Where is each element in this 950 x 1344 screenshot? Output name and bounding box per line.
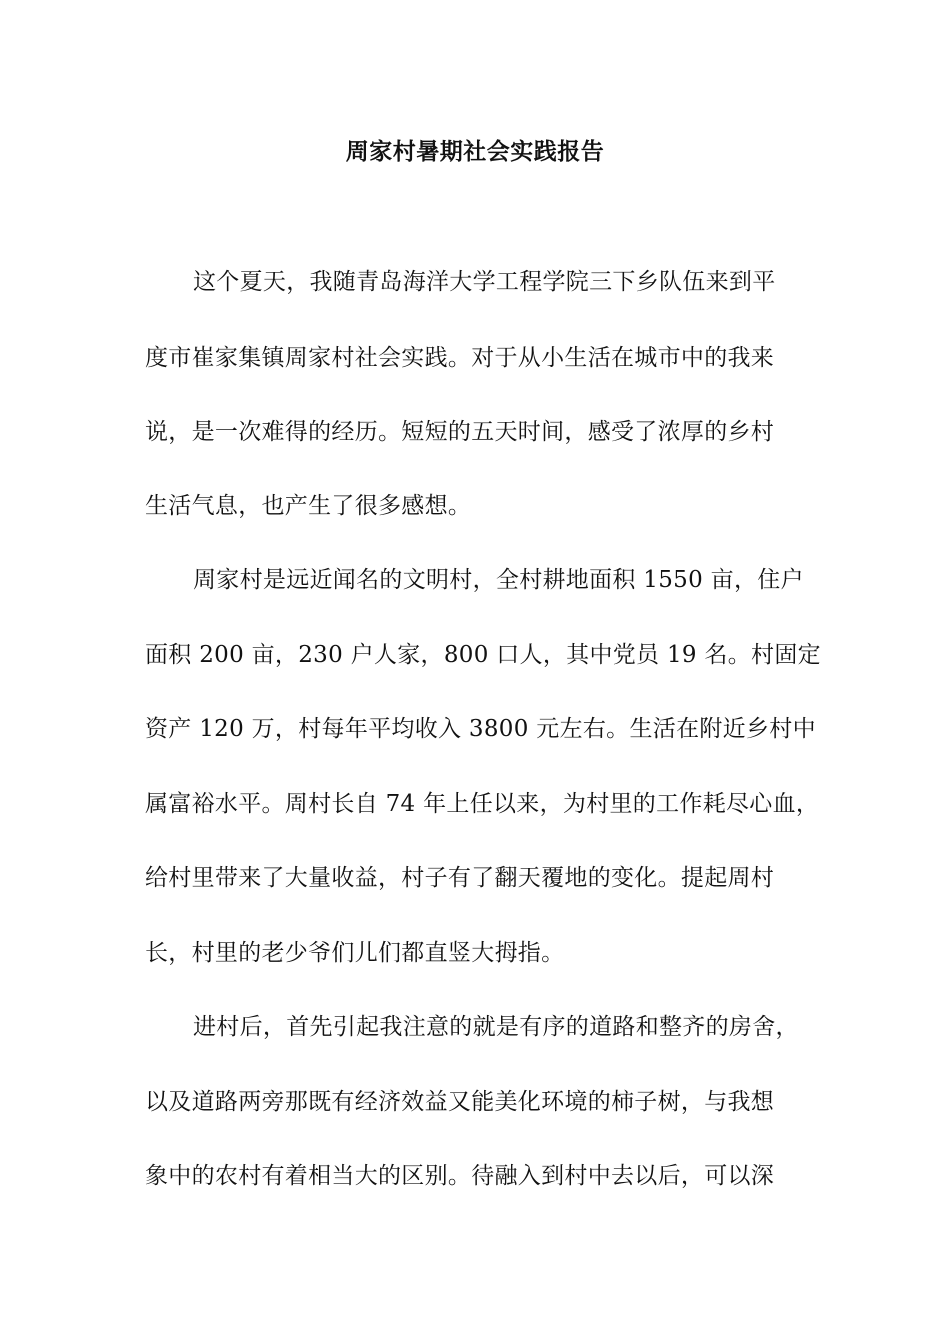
paragraph-line: 生活气息，也产生了很多感想。 — [145, 493, 472, 519]
paragraph-line: 象中的农村有着相当大的区别。待融入到村中去以后，可以深 — [145, 1163, 775, 1189]
paragraph-line: 说，是一次难得的经历。短短的五天时间，感受了浓厚的乡村 — [145, 419, 775, 445]
paragraph-line: 面积 200 亩，230 户人家，800 口人，其中党员 19 名。村固定 — [145, 642, 821, 668]
paragraph-line: 以及道路两旁那既有经济效益又能美化环境的柿子树，与我想 — [145, 1089, 775, 1115]
paragraph-line: 长，村里的老少爷们儿们都直竖大拇指。 — [145, 940, 565, 966]
paragraph-line: 给村里带来了大量收益，村子有了翻天覆地的变化。提起周村 — [145, 865, 775, 891]
paragraph-line: 这个夏天，我随青岛海洋大学工程学院三下乡队伍来到平 — [193, 269, 776, 295]
paragraph-line: 属富裕水平。周村长自 74 年上任以来，为村里的工作耗尽心血， — [145, 791, 820, 817]
document-title: 周家村暑期社会实践报告 — [345, 138, 605, 165]
paragraph-line: 周家村是远近闻名的文明村，全村耕地面积 1550 亩，住户 — [193, 567, 804, 593]
paragraph-line: 度市崔家集镇周家村社会实践。对于从小生活在城市中的我来 — [145, 345, 775, 371]
paragraph-line: 进村后，首先引起我注意的就是有序的道路和整齐的房舍， — [193, 1014, 799, 1040]
paragraph-line: 资产 120 万，村每年平均收入 3800 元左右。生活在附近乡村中 — [145, 716, 816, 742]
